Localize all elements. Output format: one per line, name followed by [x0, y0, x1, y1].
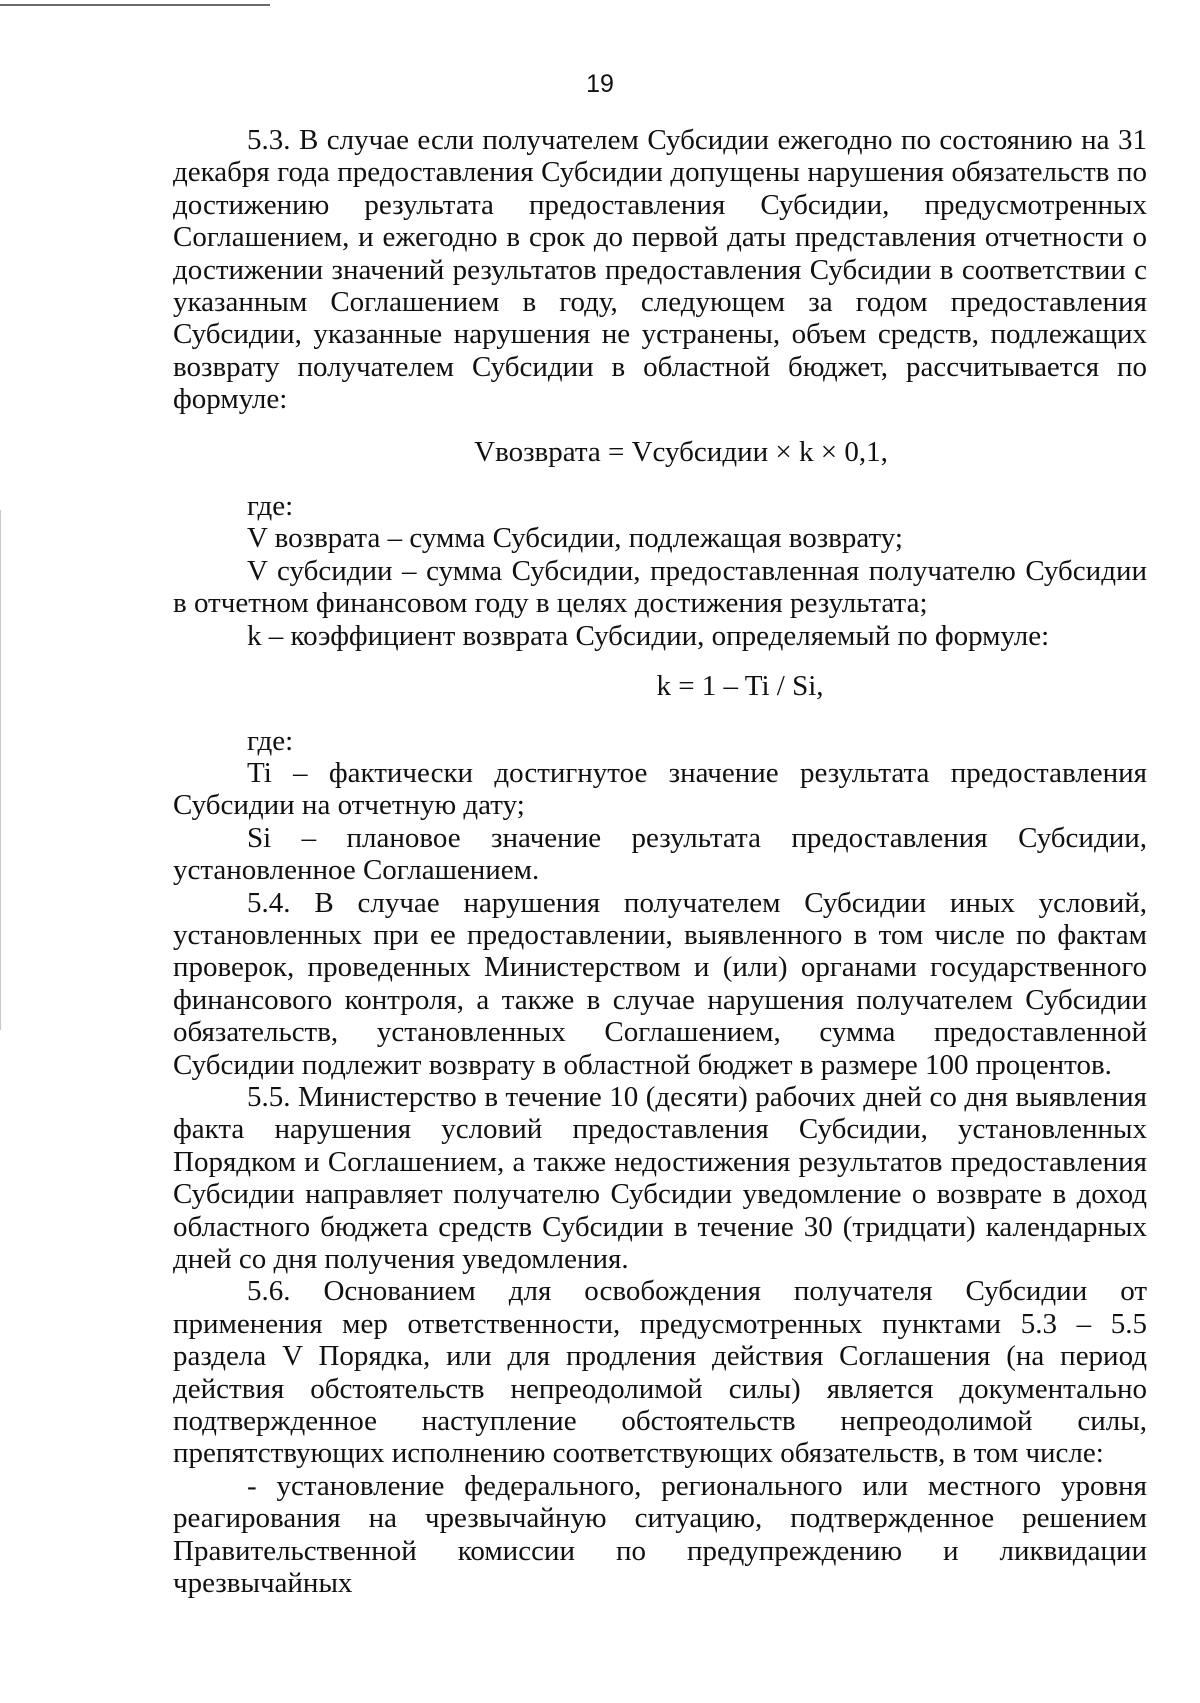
definition-k: k – коэффициент возврата Субсидии, определяемый по формуле: — [247, 619, 1050, 652]
scan-margin-line — [0, 510, 1, 1030]
paragraph-5-6: 5.6. Основанием для освобождения получателя Субсидии от применения мер ответственности, предусмотренных пунктами 5.3 – 5.5 раздела V Порядка, или для продления действия Соглашения (на период действия обстоятельств непреодолимой силы) является документально подтвержденное наступление обстоятельств непреодолимой силы, препятствующих исполнению соответствующих обязательств, в том числе: — [173, 1275, 1147, 1470]
where-label-2: где: — [247, 724, 294, 757]
paragraph-5-5: 5.5. Министерство в течение 10 (десяти) рабочих дней со дня выявления факта нарушения условий предоставления Субсидии, установленных Порядком и Соглашением, а также недостижения результатов предоставления Субсидии направляет получателю Субсидии уведомление о возврате в доход областного бюджета средств Субсидии в течение 30 (тридцати) календарных дней со дня получения уведомления. — [173, 1080, 1147, 1275]
paragraph-5-4: 5.4. В случае нарушения получателем Субсидии иных условий, установленных при ее предоставлении, выявленного в том числе по фактам проверок, проведенных Министерством и (или) органами государственного финансового контроля, а также в случае нарушения получателем Субсидии обязательств, установленных Соглашением, сумма предоставленной Субсидии подлежит возврату в областной бюджет в размере 100 процентов. — [173, 886, 1147, 1081]
document-body — [173, 124, 1147, 1599]
where-label: где: — [247, 490, 294, 523]
scan-edge-line — [0, 4, 270, 6]
definition-ti: Ti – фактически достигнутое значение результата предоставления Субсидии на отчетную дату; — [173, 756, 1147, 822]
definition-si: Si – плановое значение результата предоставления Субсидии, установленное Соглашением. — [173, 821, 1147, 887]
formula-k: k = 1 – Ti / Si, — [656, 670, 824, 703]
page-number: 19 — [586, 70, 614, 98]
definition-v-return: V возврата – сумма Субсидии, подлежащая возврату; — [247, 522, 903, 555]
formula-return-volume: Vвозврата = Vсубсидии × k × 0,1, — [474, 435, 888, 468]
paragraph-5-3: 5.3. В случае если получателем Субсидии ежегодно по состоянию на 31 декабря года предоставления Субсидии допущены нарушения обязательств по достижению результата предоставления Субсидии, предусмотренных Соглашением, и ежегодно в срок до первой даты представления отчетности о достижении значений результатов предоставления Субсидии в соответствии с указанным Соглашением в году, следующем за годом предоставления Субсидии, указанные нарушения не устранены, объем средств, подлежащих возврату получателем Субсидии в областной бюджет, рассчитывается по формуле: — [173, 124, 1147, 416]
definition-v-subsidy: V субсидии – сумма Субсидии, предоставленная получателю Субсидии в отчетном финансовом году в целях достижения результата; — [173, 554, 1147, 620]
list-item-emergency-response: - установление федерального, регионального или местного уровня реагирования на чрезвычайную ситуацию, подтвержденное решением Правительственной комиссии по предупреждению и ликвидации чрезвычайных — [173, 1469, 1147, 1600]
